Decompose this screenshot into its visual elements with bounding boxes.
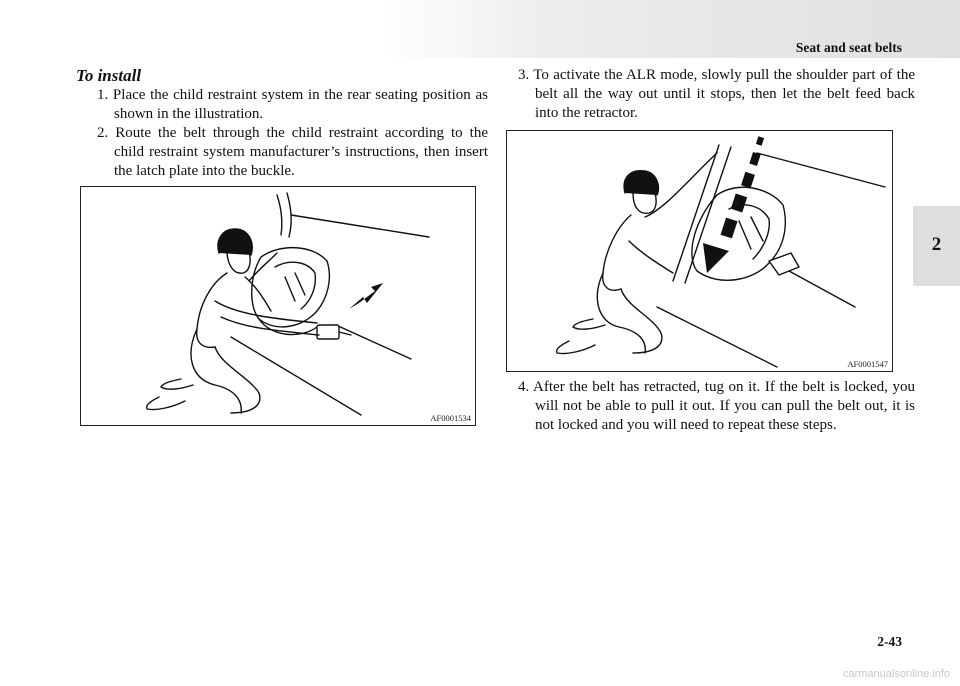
running-header-title: Seat and seat belts — [795, 40, 902, 55]
step-2: 2. Route the belt through the child restraint according to the child restraint system manufacturer’s instructions, then insert the latch plate into the buckle. — [97, 125, 488, 179]
illustration-woman-pulling-belt — [507, 131, 892, 371]
figure-code: AF0001547 — [847, 359, 888, 369]
page-number: 2-43 — [877, 634, 902, 649]
figure-code: AF0001534 — [430, 413, 471, 423]
step-3: 3. To activate the ALR mode, slowly pull the shoulder part of the belt all the way out until it stops, then let the belt feed back into the retractor. — [518, 67, 915, 121]
insert-arrow-icon — [349, 283, 383, 309]
figure-install-child-seat — [80, 186, 476, 426]
illustration-kneeling-woman-installing-seat — [81, 187, 475, 425]
chapter-tab — [913, 206, 960, 286]
step-1: 1. Place the child restraint system in the rear seating position as shown in the illustration. — [97, 87, 488, 122]
step-4: 4. After the belt has retracted, tug on it. If the belt is locked, you will not be able to pull it out. If you can pull the belt out, it is not locked and you will need to repeat these steps. — [518, 379, 915, 433]
section-heading: To install — [76, 66, 142, 85]
watermark: carmanualsonline.info — [842, 668, 950, 680]
chapter-number: 2 — [931, 234, 942, 255]
figure-activate-alr — [506, 130, 893, 372]
